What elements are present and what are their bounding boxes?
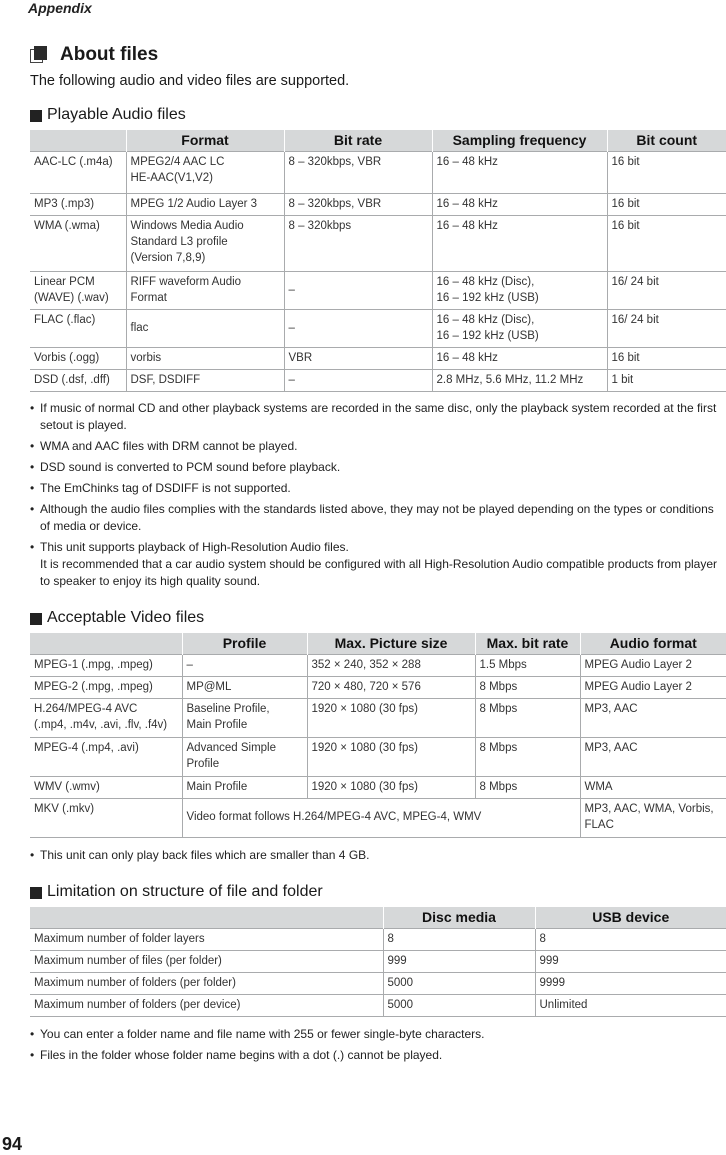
square-bullet-icon: [30, 887, 42, 899]
limits-cell: 5000: [383, 994, 535, 1016]
video-cell: MPEG Audio Layer 2: [580, 676, 726, 698]
bullet-dot: •: [30, 401, 35, 415]
video-cell: Main Profile: [182, 776, 307, 798]
limits-row: [30, 950, 726, 972]
limits-note: [30, 1047, 726, 1064]
limits-cell: Maximum number of folders (per folder): [30, 972, 383, 994]
audio-col-header: Bit rate: [284, 130, 432, 151]
limits-note-text: Files in the folder whose folder name begins with a dot (.) cannot be played.: [40, 1048, 443, 1062]
video-cell: Baseline Profile, Main Profile: [182, 698, 307, 737]
video-cell: 1920 × 1080 (30 fps): [307, 776, 475, 798]
limits-cell: 9999: [535, 972, 726, 994]
audio-cell: RIFF waveform Audio Format: [126, 271, 284, 309]
audio-header-row: [30, 130, 726, 151]
audio-note-text: The EmChinks tag of DSDIFF is not supported.: [40, 481, 291, 495]
audio-note-text: If music of normal CD and other playback systems are recorded in the same disc, only the playback system recorded at the first setout is played.: [40, 401, 717, 432]
audio-col-header: Format: [126, 130, 284, 151]
limits-note: [30, 1026, 726, 1043]
video-row: [30, 737, 726, 776]
video-cell: Advanced Simple Profile: [182, 737, 307, 776]
bullet-dot: •: [30, 481, 35, 495]
audio-cell: VBR: [284, 347, 432, 369]
document-pages-icon: [30, 46, 48, 64]
audio-cell: –: [284, 309, 432, 347]
limits-cell: Unlimited: [535, 994, 726, 1016]
audio-cell: 16 bit: [607, 151, 726, 193]
audio-cell: 16 bit: [607, 215, 726, 271]
audio-note: [30, 501, 726, 535]
limits-row: [30, 994, 726, 1016]
audio-note: [30, 459, 726, 476]
limits-header-row: [30, 907, 726, 928]
audio-note-text: This unit supports playback of High-Resolution Audio files. It is recommended that a car audio system should be configured with all High-Resolution Audio compatible products from player to speaker to enjoy its high quality sound.: [40, 540, 718, 588]
audio-notes: [30, 400, 726, 594]
audio-col-header: Bit count: [607, 130, 726, 151]
audio-cell: 16 – 48 kHz: [432, 193, 607, 215]
limits-cell: 8: [535, 928, 726, 950]
video-cell: MPEG Audio Layer 2: [580, 654, 726, 676]
video-cell: MP3, AAC, WMA, Vorbis, FLAC: [580, 798, 726, 837]
audio-cell: DSD (.dsf, .dff): [30, 369, 126, 391]
video-cell: MP3, AAC: [580, 737, 726, 776]
limits-cell: Maximum number of files (per folder): [30, 950, 383, 972]
limits-col-header: [30, 907, 383, 928]
audio-cell: Windows Media Audio Standard L3 profile (Version 7,8,9): [126, 215, 284, 271]
audio-cell: –: [284, 369, 432, 391]
video-cell: 1920 × 1080 (30 fps): [307, 737, 475, 776]
audio-cell: DSF, DSDIFF: [126, 369, 284, 391]
limits-cell: Maximum number of folder layers: [30, 928, 383, 950]
video-merged-cell: Video format follows H.264/MPEG-4 AVC, MPEG-4, WMV: [182, 798, 580, 837]
bullet-dot: •: [30, 848, 35, 862]
intro-text: The following audio and video files are supported.: [30, 73, 350, 89]
video-table: [30, 633, 726, 838]
audio-row: [30, 369, 726, 391]
audio-row: [30, 215, 726, 271]
audio-row: [30, 271, 726, 309]
page-title: [30, 44, 158, 66]
square-bullet-icon: [30, 613, 42, 625]
limits-col-header: USB device: [535, 907, 726, 928]
audio-cell: 16 – 48 kHz (Disc), 16 – 192 kHz (USB): [432, 271, 607, 309]
video-col-header: Audio format: [580, 633, 726, 654]
audio-cell: MP3 (.mp3): [30, 193, 126, 215]
audio-section-heading: [30, 106, 186, 124]
audio-cell: MPEG2/4 AAC LC HE-AAC(V1,V2): [126, 151, 284, 193]
video-cell: MPEG-4 (.mp4, .avi): [30, 737, 182, 776]
bullet-dot: •: [30, 460, 35, 474]
page-number: 94: [2, 1134, 23, 1154]
audio-cell: flac: [126, 309, 284, 347]
video-row: [30, 798, 726, 837]
video-cell: WMV (.wmv): [30, 776, 182, 798]
limits-row: [30, 928, 726, 950]
audio-row: [30, 151, 726, 193]
audio-cell: WMA (.wma): [30, 215, 126, 271]
audio-cell: 16 – 48 kHz (Disc), 16 – 192 kHz (USB): [432, 309, 607, 347]
audio-cell: 16 – 48 kHz: [432, 215, 607, 271]
audio-note-text: WMA and AAC files with DRM cannot be played.: [40, 439, 298, 453]
audio-note: [30, 480, 726, 497]
audio-cell: 16 – 48 kHz: [432, 347, 607, 369]
bullet-dot: •: [30, 540, 35, 554]
video-row: [30, 676, 726, 698]
audio-heading-text: Playable Audio files: [47, 106, 186, 123]
video-row: [30, 654, 726, 676]
video-cell: MP@ML: [182, 676, 307, 698]
audio-cell: –: [284, 271, 432, 309]
video-cell: 8 Mbps: [475, 676, 580, 698]
audio-cell: 1 bit: [607, 369, 726, 391]
square-bullet-icon: [30, 110, 42, 122]
video-col-header: Max. Picture size: [307, 633, 475, 654]
audio-col-header: Sampling frequency: [432, 130, 607, 151]
audio-col-header: [30, 130, 126, 151]
video-cell: 352 × 240, 352 × 288: [307, 654, 475, 676]
video-header-row: [30, 633, 726, 654]
audio-cell: 16/ 24 bit: [607, 271, 726, 309]
video-notes: [30, 847, 726, 868]
page-header: Appendix: [28, 0, 92, 16]
limits-cell: 8: [383, 928, 535, 950]
video-col-header: [30, 633, 182, 654]
bullet-dot: •: [30, 1048, 35, 1062]
video-cell: 1.5 Mbps: [475, 654, 580, 676]
video-cell: WMA: [580, 776, 726, 798]
limits-cell: Maximum number of folders (per device): [30, 994, 383, 1016]
limits-cell: 5000: [383, 972, 535, 994]
video-cell: 8 Mbps: [475, 698, 580, 737]
audio-cell: 2.8 MHz, 5.6 MHz, 11.2 MHz: [432, 369, 607, 391]
video-cell: MPEG-1 (.mpg, .mpeg): [30, 654, 182, 676]
video-col-header: Max. bit rate: [475, 633, 580, 654]
video-row: [30, 698, 726, 737]
video-heading-text: Acceptable Video files: [47, 609, 205, 626]
audio-row: [30, 193, 726, 215]
limits-section-heading: [30, 883, 323, 901]
video-row: [30, 776, 726, 798]
limits-heading-text: Limitation on structure of file and folder: [47, 883, 323, 900]
bullet-dot: •: [30, 1027, 35, 1041]
limits-note-text: You can enter a folder name and file name with 255 or fewer single-byte characters.: [40, 1027, 485, 1041]
limits-table: [30, 907, 726, 1017]
video-section-heading: [30, 609, 204, 627]
audio-cell: Vorbis (.ogg): [30, 347, 126, 369]
audio-cell: 16 bit: [607, 347, 726, 369]
video-note: [30, 847, 726, 864]
audio-row: [30, 347, 726, 369]
limits-col-header: Disc media: [383, 907, 535, 928]
audio-cell: 8 – 320kbps, VBR: [284, 193, 432, 215]
page-title-text: About files: [60, 44, 159, 65]
video-cell: MP3, AAC: [580, 698, 726, 737]
video-cell: 8 Mbps: [475, 737, 580, 776]
audio-note: [30, 539, 726, 590]
audio-cell: 16/ 24 bit: [607, 309, 726, 347]
limits-cell: 999: [535, 950, 726, 972]
video-cell: 8 Mbps: [475, 776, 580, 798]
video-cell: MKV (.mkv): [30, 798, 182, 837]
audio-cell: MPEG 1/2 Audio Layer 3: [126, 193, 284, 215]
bullet-dot: •: [30, 502, 35, 516]
audio-cell: 8 – 320kbps, VBR: [284, 151, 432, 193]
audio-cell: 16 bit: [607, 193, 726, 215]
audio-row: [30, 309, 726, 347]
video-cell: –: [182, 654, 307, 676]
audio-note-text: DSD sound is converted to PCM sound before playback.: [40, 460, 341, 474]
audio-cell: AAC-LC (.m4a): [30, 151, 126, 193]
limits-notes: [30, 1026, 726, 1068]
limits-cell: 999: [383, 950, 535, 972]
audio-cell: 16 – 48 kHz: [432, 151, 607, 193]
audio-cell: Linear PCM (WAVE) (.wav): [30, 271, 126, 309]
video-col-header: Profile: [182, 633, 307, 654]
audio-cell: FLAC (.flac): [30, 309, 126, 347]
audio-table: [30, 130, 726, 392]
audio-note: [30, 400, 726, 434]
video-cell: H.264/MPEG-4 AVC (.mp4, .m4v, .avi, .flv, .f4v): [30, 698, 182, 737]
video-cell: 1920 × 1080 (30 fps): [307, 698, 475, 737]
audio-cell: vorbis: [126, 347, 284, 369]
audio-note: [30, 438, 726, 455]
limits-row: [30, 972, 726, 994]
video-cell: 720 × 480, 720 × 576: [307, 676, 475, 698]
video-note-text: This unit can only play back files which are smaller than 4 GB.: [40, 848, 370, 862]
audio-cell: 8 – 320kbps: [284, 215, 432, 271]
video-cell: MPEG-2 (.mpg, .mpeg): [30, 676, 182, 698]
bullet-dot: •: [30, 439, 35, 453]
audio-note-text: Although the audio files complies with the standards listed above, they may not be played depending on the types or conditions of media or device.: [40, 502, 714, 533]
